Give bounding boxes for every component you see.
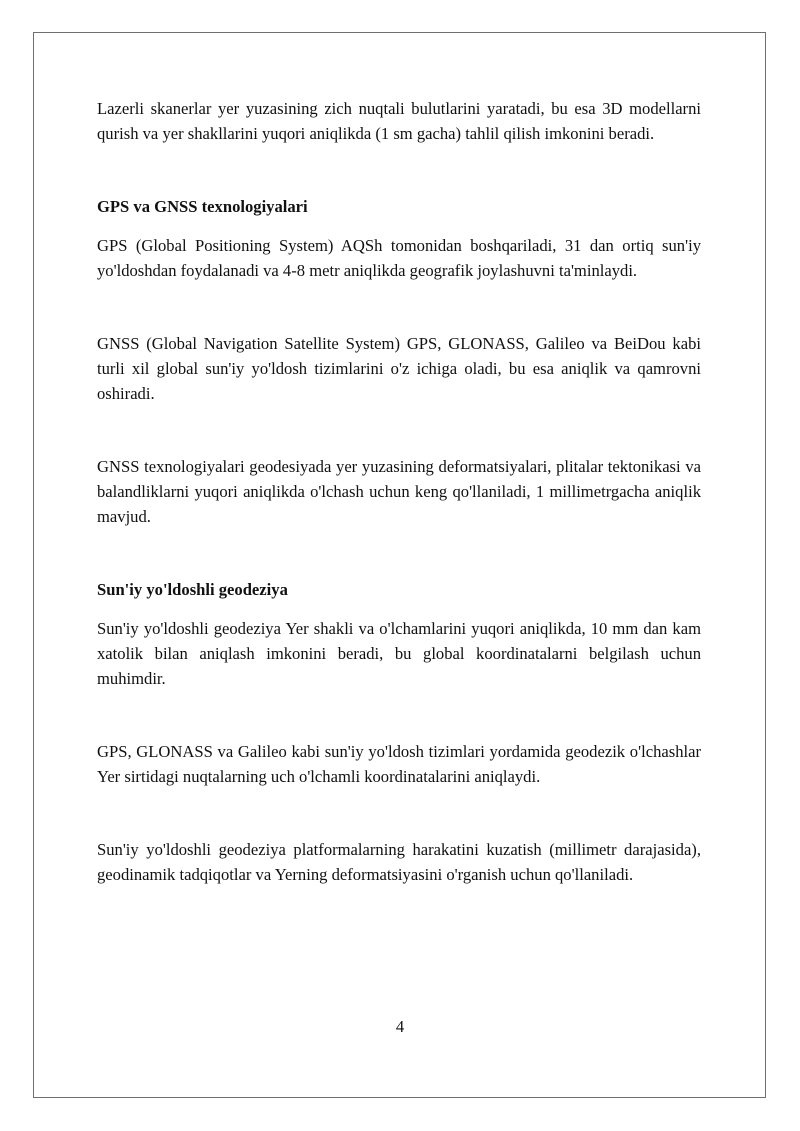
page-number: 4: [395, 1017, 405, 1036]
paragraph-platform-motion: Sun'iy yo'ldoshli geodeziya platformalarning harakatini kuzatish (millimetr darajasida), geodinamik tadqiqotlar va Yerning deformatsiyasini o'rganish uchun qo'llaniladi.: [97, 840, 701, 884]
heading-gps-gnss: GPS va GNSS texnologiyalari: [97, 197, 308, 216]
paragraph-satellite-geodesy: Sun'iy yo'ldoshli geodeziya Yer shakli va o'lchamlarini yuqori aniqlikda, 10 mm dan kam xatolik bilan aniqlash imkonini beradi, bu global koordinatalarni belgilash uchun muhimdir.: [97, 619, 701, 688]
paragraph-lidar: Lazerli skanerlar yer yuzasining zich nuqtali bulutlarini yaratadi, bu esa 3D modellarni qurish va yer shakllarini yuqori aniqlikda (1 sm gacha) tahlil qilish imkonini beradi.: [97, 99, 701, 143]
paragraph-gnss-definition: GNSS (Global Navigation Satellite System) GPS, GLONASS, Galileo va BeiDou kabi turli xil global sun'iy yo'ldosh tizimlarini o'z ichiga oladi, bu esa aniqlik va qamrovni oshiradi.: [97, 334, 701, 403]
heading-satellite-geodesy: Sun'iy yo'ldoshli geodeziya: [97, 580, 288, 599]
page-content: [97, 96, 701, 887]
paragraph-gnss-geodesy: GNSS texnologiyalari geodesiyada yer yuzasining deformatsiyalari, plitalar tektonikasi va balandliklarni yuqori aniqlikda o'lchash uchun keng qo'llaniladi, 1 millimetrgacha aniqlik mavjud.: [97, 457, 701, 526]
paragraph-satellite-systems: GPS, GLONASS va Galileo kabi sun'iy yo'ldosh tizimlari yordamida geodezik o'lchashlar Yer sirtidagi nuqtalarning uch o'lchamli koordinatalarini aniqlaydi.: [97, 742, 701, 786]
paragraph-gps: GPS (Global Positioning System) AQSh tomonidan boshqariladi, 31 dan ortiq sun'iy yo'ldoshdan foydalanadi va 4-8 metr aniqlikda geografik joylashuvni ta'minlaydi.: [97, 236, 701, 280]
